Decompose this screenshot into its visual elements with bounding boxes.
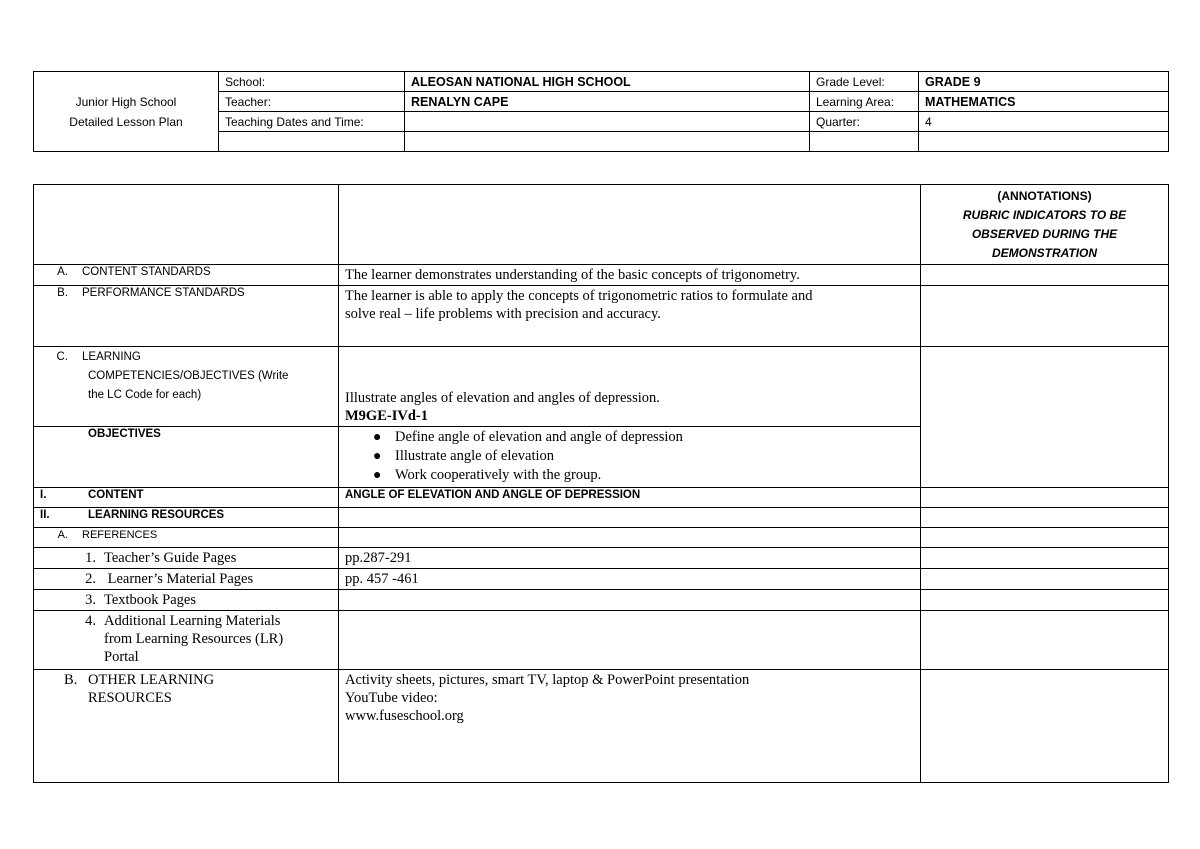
learners-material-label <box>34 569 339 590</box>
teaching-dates-value <box>405 112 810 132</box>
bullet-icon: ● <box>373 449 382 464</box>
content-standards-label <box>34 265 339 286</box>
list-item <box>373 447 914 466</box>
row-label-text: Teacher’s Guide Pages <box>104 550 237 566</box>
additional-materials-label <box>34 611 339 670</box>
bullet-icon: ● <box>373 468 382 483</box>
row-label-text: OTHER LEARNING <box>88 672 215 688</box>
row-label-text: COMPETENCIES/OBJECTIVES (Write <box>88 370 289 382</box>
annotation-cell <box>921 590 1169 611</box>
table-row <box>34 590 1169 611</box>
additional-materials-value <box>339 611 921 670</box>
table-row <box>34 569 1169 590</box>
table-row <box>34 347 1169 427</box>
empty-cell <box>339 508 921 528</box>
objectives-list <box>345 428 914 485</box>
row-roman: I. <box>40 489 47 501</box>
row-label-text: the LC Code for each) <box>88 389 202 401</box>
other-resources-value <box>339 670 921 783</box>
grade-level-label: Grade Level: <box>810 72 919 92</box>
references-label <box>34 528 339 548</box>
plan-title <box>34 72 219 152</box>
table-row <box>34 488 1169 508</box>
rubric-line3: DEMONSTRATION <box>991 246 1098 260</box>
plan-title-line2: Detailed Lesson Plan <box>69 114 183 129</box>
performance-standards-label <box>34 286 339 347</box>
row-letter: A. <box>57 266 68 278</box>
annotations-title: (ANNOTATIONS) <box>997 189 1092 203</box>
content-standards-value: The learner demonstrates understanding of the basic concepts of trigonometry. <box>339 265 921 286</box>
teachers-guide-value: pp.287-291 <box>339 548 921 569</box>
row-label-text: Learner’s Material Pages <box>104 571 254 587</box>
objectives-value <box>339 427 921 488</box>
row-label-text: Portal <box>104 649 139 665</box>
row-label-text: CONTENT <box>88 489 144 501</box>
row-label-text: Textbook Pages <box>104 592 197 608</box>
performance-standards-value <box>339 286 921 347</box>
teacher-label: Teacher: <box>219 92 405 112</box>
table-header-row <box>34 185 1169 265</box>
table-row <box>34 265 1169 286</box>
row-roman: II. <box>40 509 50 521</box>
row-label-text: CONTENT STANDARDS <box>82 266 211 278</box>
row-label-text: REFERENCES <box>82 529 158 541</box>
table-row <box>34 611 1169 670</box>
value-line: Activity sheets, pictures, smart TV, laptop & PowerPoint presentation <box>345 672 750 688</box>
grade-level-value: GRADE 9 <box>919 72 1169 92</box>
teacher-value: RENALYN CAPE <box>405 92 810 112</box>
teaching-dates-label: Teaching Dates and Time: <box>219 112 405 132</box>
textbook-value <box>339 590 921 611</box>
bullet-icon: ● <box>373 430 382 445</box>
row-number: 1. <box>85 550 96 566</box>
empty-cell <box>810 132 919 152</box>
rubric-line2: OBSERVED DURING THE <box>971 227 1118 241</box>
value-line: The learner is able to apply the concepts of trigonometric ratios to formulate and <box>345 288 813 304</box>
objective-text: Work cooperatively with the group. <box>395 467 602 483</box>
empty-cell <box>339 528 921 548</box>
row-number: 3. <box>85 592 96 608</box>
value-line: YouTube video: <box>345 690 438 706</box>
empty-cell <box>405 132 810 152</box>
row-label-text: LEARNING RESOURCES <box>88 509 225 521</box>
learning-area-value: MATHEMATICS <box>919 92 1169 112</box>
plan-title-line1: Junior High School <box>75 94 177 109</box>
textbook-label <box>34 590 339 611</box>
competencies-value <box>339 347 921 427</box>
row-letter: B. <box>64 672 78 688</box>
content-label <box>34 488 339 508</box>
empty-cell <box>219 132 405 152</box>
row-label-text: from Learning Resources (LR) <box>104 631 284 647</box>
content-value: ANGLE OF ELEVATION AND ANGLE OF DEPRESSION <box>339 488 921 508</box>
annotation-cell <box>921 569 1169 590</box>
learning-area-label: Learning Area: <box>810 92 919 112</box>
row-label-text: PERFORMANCE STANDARDS <box>82 287 245 299</box>
table-row <box>34 548 1169 569</box>
annotation-cell <box>921 508 1169 528</box>
objective-text: Define angle of elevation and angle of depression <box>395 429 683 445</box>
header-table <box>33 71 1169 152</box>
annotation-cell <box>921 528 1169 548</box>
table-row <box>34 508 1169 528</box>
lesson-plan-table <box>33 184 1169 783</box>
learning-resources-label <box>34 508 339 528</box>
objective-text: Illustrate angle of elevation <box>395 448 555 464</box>
table-row <box>34 286 1169 347</box>
annotation-cell <box>921 286 1169 347</box>
competency-text: Illustrate angles of elevation and angles of depression. <box>345 390 660 406</box>
row-letter: A. <box>57 529 68 541</box>
empty-cell <box>339 185 921 265</box>
table-row <box>34 528 1169 548</box>
row-label-text: Additional Learning Materials <box>104 613 281 629</box>
annotation-cell <box>921 488 1169 508</box>
teachers-guide-label <box>34 548 339 569</box>
row-label-text: LEARNING <box>82 351 141 363</box>
row-number: 4. <box>85 613 96 629</box>
empty-cell <box>34 185 339 265</box>
competencies-label <box>34 347 339 427</box>
quarter-value: 4 <box>919 112 1169 132</box>
annotation-cell <box>921 265 1169 286</box>
other-resources-label <box>34 670 339 783</box>
value-line: solve real – life problems with precision and accuracy. <box>345 306 661 322</box>
objectives-label: OBJECTIVES <box>34 427 339 488</box>
annotation-cell <box>921 347 1169 488</box>
school-value: ALEOSAN NATIONAL HIGH SCHOOL <box>405 72 810 92</box>
school-label: School: <box>219 72 405 92</box>
row-number: 2. <box>85 571 96 587</box>
quarter-label: Quarter: <box>810 112 919 132</box>
list-item <box>373 428 914 447</box>
table-row <box>34 670 1169 783</box>
value-line: www.fuseschool.org <box>345 708 464 724</box>
annotation-cell <box>921 611 1169 670</box>
lc-code: M9GE-IVd-1 <box>345 408 428 424</box>
row-label-text: RESOURCES <box>88 690 172 706</box>
rubric-line1: RUBRIC INDICATORS TO BE <box>962 208 1127 222</box>
learners-material-value: pp. 457 -461 <box>339 569 921 590</box>
annotation-cell <box>921 670 1169 783</box>
empty-cell <box>919 132 1169 152</box>
list-item <box>373 466 914 485</box>
row-letter: C. <box>56 351 68 363</box>
row-letter: B. <box>57 287 68 299</box>
annotations-header <box>921 185 1169 265</box>
annotation-cell <box>921 548 1169 569</box>
